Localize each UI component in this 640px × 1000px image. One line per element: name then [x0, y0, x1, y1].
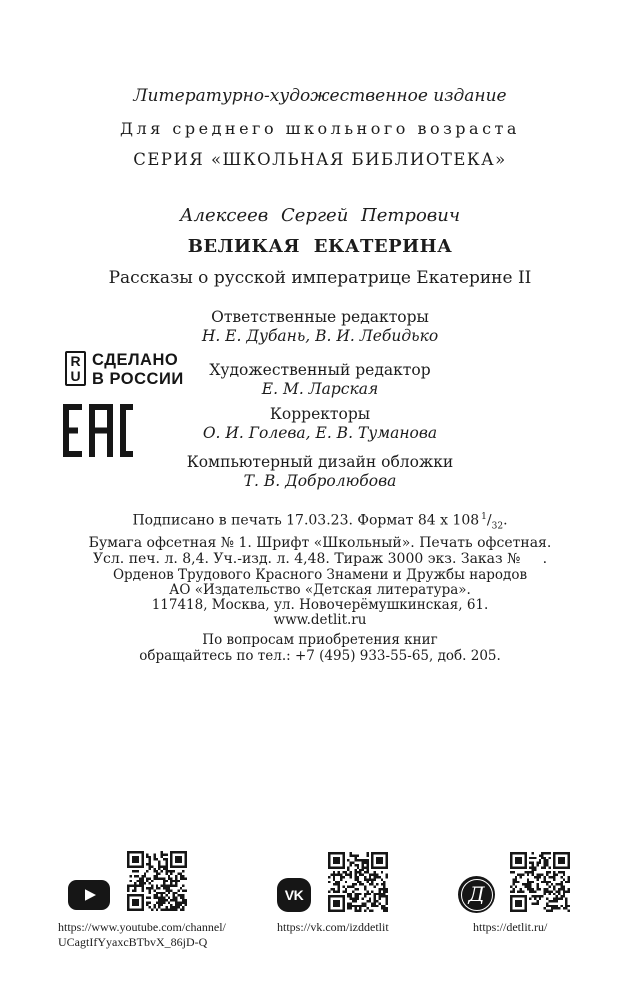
imprint-line1-text: Подписано в печать 17.03.23. Формат 84 х 108 — [132, 512, 480, 529]
detlit-icon-letter: Д — [468, 881, 485, 906]
staff-names: О. И. Голева, Е. В. Туманова — [202, 423, 438, 442]
imprint-line2: Бумага офсетная № 1. Шрифт «Школьный». Печать офсетная. — [88, 534, 552, 551]
youtube-url — [58, 920, 226, 950]
vk-icon — [277, 878, 311, 912]
contact-line2: обращайтесь по тел.: +7 (495) 933-55-65, доб. 205. — [139, 647, 501, 664]
fraction-slash: / — [486, 512, 492, 529]
made-in-russia-logo — [65, 351, 184, 388]
staff-block-editors — [0, 308, 640, 345]
staff-role: Художественный редактор — [209, 361, 431, 379]
series-name: СЕРИЯ «ШКОЛЬНАЯ БИБЛИОТЕКА» — [133, 150, 507, 169]
publisher-website: www.detlit.ru — [273, 612, 367, 628]
contact-line1: По вопросам приобретения книг — [202, 632, 438, 648]
staff-names: Т. В. Добролюбова — [243, 471, 397, 490]
imprint-block — [0, 509, 640, 568]
publisher-honors: Орденов Трудового Красного Знамени и Дружбы народов — [112, 567, 528, 583]
detlit-url — [473, 920, 547, 935]
detlit-url-line1: https://detlit.ru/ — [473, 920, 548, 934]
mir-line1: СДЕЛАНО — [92, 351, 179, 369]
qr-code-youtube — [127, 851, 187, 911]
mir-line2: В РОССИИ — [92, 369, 184, 388]
publisher-block — [0, 568, 640, 628]
staff-role: Ответственные редакторы — [211, 308, 429, 326]
edition-type: Литературно-художественное издание — [133, 86, 507, 106]
youtube-url-line1: https://www.youtube.com/channel/ — [58, 920, 226, 934]
format-fraction-denominator: 32 — [491, 521, 504, 532]
detlit-icon — [458, 876, 495, 913]
youtube-url-line2: UCagtIfYyaxcBTbvX_86jD-Q — [58, 935, 208, 949]
age-note: Для среднего школьного возраста — [120, 119, 520, 138]
imprint-line1 — [0, 509, 640, 535]
staff-block-cover-design — [0, 453, 640, 490]
mir-letter-u: U — [70, 367, 81, 384]
contact-block — [0, 633, 640, 664]
book-author: Алексеев Сергей Петрович — [179, 205, 461, 226]
imprint-line1-end: . — [503, 512, 508, 529]
book-title: ВЕЛИКАЯ ЕКАТЕРИНА — [187, 236, 453, 257]
qr-code-detlit — [510, 852, 570, 912]
detlit-icon-ring — [461, 879, 493, 911]
book-subtitle: Рассказы о русской императрице Екатерине II — [108, 268, 532, 288]
made-in-russia-ru-box — [65, 351, 86, 386]
made-in-russia-text — [92, 351, 184, 388]
eac-mark-icon — [63, 404, 133, 457]
vk-url — [277, 920, 389, 935]
staff-role: Компьютерный дизайн обложки — [186, 453, 454, 471]
vk-icon-label: VK — [284, 887, 304, 903]
format-fraction-numerator: 1 — [481, 512, 487, 522]
vk-url-line1: https://vk.com/izddetlit — [277, 920, 389, 934]
qr-code-vk — [328, 852, 388, 912]
staff-role: Корректоры — [269, 405, 371, 423]
publisher-name: АО «Издательство «Детская литература». — [169, 582, 471, 598]
mir-letter-r: R — [70, 352, 81, 369]
publisher-address: 117418, Москва, ул. Новочерёмушкинская, 61. — [151, 597, 489, 613]
youtube-icon — [68, 880, 110, 910]
imprint-line3: Усл. печ. л. 8,4. Уч.-изд. л. 4,48. Тираж 3000 экз. Заказ № . — [92, 551, 548, 568]
staff-names: Е. М. Ларская — [261, 379, 379, 398]
staff-names: Н. Е. Дубань, В. И. Лебидько — [201, 326, 439, 345]
